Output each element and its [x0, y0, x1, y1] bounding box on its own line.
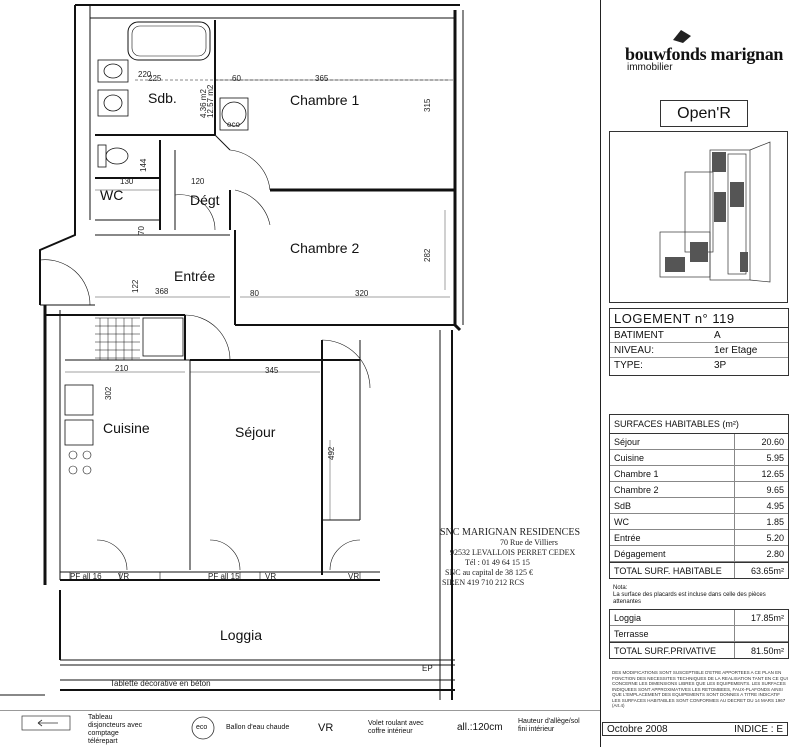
niveau-value: 1er Etage: [714, 344, 758, 356]
dim-368: 368: [155, 287, 169, 296]
vr-label-1: VR: [118, 572, 130, 581]
legend-hauteur: Hauteur d'allège/sol fini intérieur: [518, 718, 580, 733]
room-label-loggia: Loggia: [220, 627, 263, 643]
surface-name: Chambre 1: [610, 466, 735, 481]
surface-name: Dégagement: [610, 546, 735, 561]
legend-allege: all.:120cm: [457, 722, 503, 733]
surface-value: 20.60: [761, 436, 784, 447]
dim-130: 130: [120, 177, 134, 186]
surface-name: Séjour: [610, 434, 735, 449]
dim-345: 345: [265, 366, 279, 375]
loggia-row: [610, 610, 788, 626]
loggia-label: Loggia: [610, 610, 735, 625]
room-label-entree: Entrée: [174, 268, 216, 284]
surface-name: Entrée: [610, 530, 735, 545]
surface-value: 4.95: [766, 500, 784, 511]
stamp-line6: SIREN 419 710 212 RCS: [442, 578, 525, 587]
surface-value: 1.85: [766, 516, 784, 527]
surface-name: Chambre 2: [610, 482, 735, 497]
location-minimap: [609, 131, 788, 303]
ep-label: EP: [422, 664, 433, 673]
surface-name: SdB: [610, 498, 735, 513]
logement-number: 119: [712, 311, 735, 326]
dim-70: 70: [137, 226, 146, 235]
private-total-value: 81.50m²: [750, 645, 784, 656]
room-label-wc: WC: [100, 187, 124, 203]
dim-492: 492: [327, 446, 336, 460]
surface-total-row: [610, 562, 788, 578]
brand-sub: immobilier: [627, 62, 673, 73]
legend-volet: Volet roulant avec coffre intérieur: [368, 720, 424, 735]
room-label-degt: Dégt: [190, 192, 220, 208]
private-surfaces: [609, 609, 789, 659]
private-total-label: TOTAL SURF.PRIVATIVE: [610, 643, 735, 658]
legend-eco: eco: [196, 724, 208, 731]
loggia-value: 17.85m²: [750, 612, 784, 623]
dim-436: 4.36 m2: [199, 89, 208, 118]
dim-302: 302: [104, 386, 113, 400]
terrasse-label: Terrasse: [610, 626, 735, 641]
nota-label: Nota:: [613, 585, 628, 591]
table-row: [610, 482, 788, 498]
footer-date: Octobre 2008: [607, 723, 668, 735]
niveau-row: [610, 343, 788, 358]
vr-label-3: VR: [348, 572, 360, 581]
stamp-line2: 70 Rue de Villiers: [500, 538, 558, 547]
panel-divider: [600, 0, 601, 747]
table-row: [610, 466, 788, 482]
disclaimer: DES MODIFICATIONS SONT SUSCEPTIBLE D'ETRE APPORTEES A CE PLAN EN FONCTION DES NECESSITES TECHNIQUES DE LA REALISATION TANT EN CE QUI CONCERNE LES DIMENSIONS LIBRES QUE LES EQUIPEMENTS. LES SURFACES INDIQUEES SONT APPROXIMATIVES LES RETOMBEES, FAUX-PLAFONDS AINSI QUE L'EMPLACEMENT DES EQUIPEMENTS SONT DONNES A TITRE INDICATIF LES SURFACES HABITABLES SONT CONFORMES AU DECRET DU 14 MARS 1967 (Art.4): [612, 670, 788, 708]
stamp-line4: Tél : 01 49 64 15 15: [465, 558, 530, 567]
dim-282: 282: [423, 248, 432, 262]
program-name: Open'R: [660, 100, 748, 127]
table-row: [610, 514, 788, 530]
dim-1257: 12.57 m2: [206, 84, 215, 118]
room-label-chambre1: Chambre 1: [290, 92, 360, 108]
table-row: [610, 530, 788, 546]
dim-210: 210: [115, 364, 129, 373]
surface-value: 9.65: [766, 484, 784, 495]
surfaces-table: [609, 414, 789, 579]
footer-indice: INDICE : E: [734, 723, 783, 735]
pf-label-1: PF all 16: [70, 572, 102, 581]
surface-value: 5.95: [766, 452, 784, 463]
dim-120: 120: [191, 177, 205, 186]
room-label-chambre2: Chambre 2: [290, 240, 360, 256]
stamp-line1: SNC MARIGNAN RESIDENCES: [440, 527, 581, 538]
brand-name: bouwfonds marignan: [625, 44, 784, 64]
minimap-drawing: [610, 132, 787, 302]
niveau-label: NIVEAU:: [614, 344, 655, 356]
table-row: [610, 434, 788, 450]
dim-365: 365: [315, 74, 329, 83]
eco-label: eco: [227, 120, 240, 129]
legend-vr: VR: [318, 722, 334, 734]
brand-logo: [625, 28, 790, 76]
room-label-sdb: Sdb.: [148, 90, 177, 106]
nota: [613, 585, 787, 606]
brand-mark-icon: [671, 28, 693, 44]
dim-220: 220: [138, 70, 152, 79]
logement-header: [610, 309, 788, 328]
logement-label: LOGEMENT n°: [614, 311, 709, 326]
room-label-cuisine: Cuisine: [103, 420, 150, 436]
logement-info: [609, 308, 789, 376]
type-label: TYPE:: [614, 359, 643, 371]
dim-122: 122: [131, 279, 140, 293]
surface-value: 12.65: [761, 468, 784, 479]
batiment-row: [610, 328, 788, 343]
stamp-line5: SNC au capital de 38 125 €: [445, 568, 533, 577]
stamp-line3: 92532 LEVALLOIS PERRET CEDEX: [450, 548, 576, 557]
table-row: [610, 498, 788, 514]
dim-315: 315: [423, 98, 432, 112]
table-row: [610, 546, 788, 562]
dim-320: 320: [355, 289, 369, 298]
tablette-label: Tablette décorative en béton: [110, 679, 211, 688]
surface-name: Cuisine: [610, 450, 735, 465]
surface-total-label: TOTAL SURF. HABITABLE: [610, 563, 735, 578]
dim-225: 225: [148, 74, 162, 83]
room-label-sejour: Séjour: [235, 424, 276, 440]
legend-ballon: Ballon d'eau chaude: [226, 724, 290, 731]
dim-144: 144: [139, 158, 148, 172]
batiment-label: BATIMENT: [614, 329, 664, 341]
type-row: [610, 358, 788, 372]
dim-80: 80: [250, 289, 259, 298]
company-stamp: [440, 528, 580, 588]
legend-tableau: Tableau disjoncteurs avec comptage télérepart: [88, 714, 143, 745]
table-row: [610, 450, 788, 466]
type-value: 3P: [714, 359, 727, 371]
surface-value: 2.80: [766, 548, 784, 559]
surface-name: WC: [610, 514, 735, 529]
surfaces-title: SURFACES HABITABLES (m²): [610, 415, 788, 434]
terrasse-row: [610, 626, 788, 642]
batiment-value: A: [714, 329, 721, 341]
surface-value: 5.20: [766, 532, 784, 543]
private-total-row: [610, 642, 788, 658]
legend-bar: [0, 710, 600, 747]
pf-label-2: PF all 15: [208, 572, 240, 581]
surface-total-value: 63.65m²: [750, 565, 784, 576]
dim-60: 60: [232, 74, 241, 83]
vr-label-2: VR: [265, 572, 277, 581]
nota-text: La surface des placards est incluse dans celle des pièces attenantes: [613, 592, 766, 605]
footer-bar: [602, 722, 788, 736]
